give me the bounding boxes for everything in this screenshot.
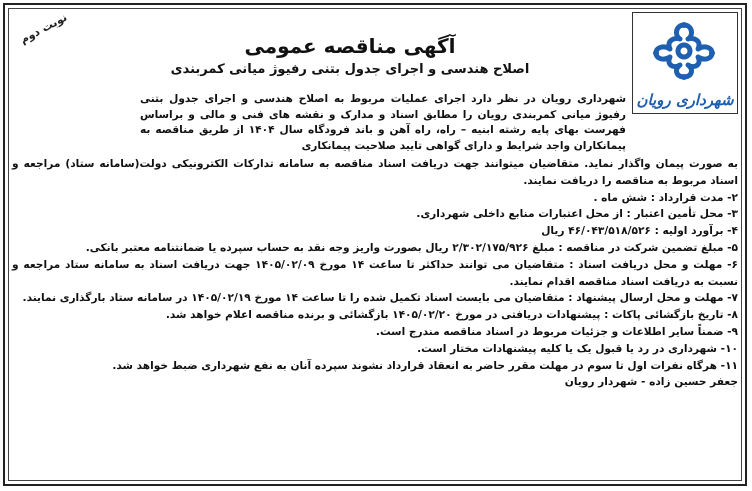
royan-emblem-icon (650, 19, 718, 81)
notice-item-5: ۵- مبلغ تضمین شرکت در مناقصه : مبلغ ۲/۳۰۲/۱۷۵/۹۲۶ ریال بصورت واریز وجه نقد به حساب سپرده یا ضمانتنامه معتبر بانکی. (85, 241, 738, 254)
notice-body (12, 156, 738, 391)
notice-item-10: ۱۰- شهرداری در رد یا قبول یک یا کلیه پیشنهادات مختار است. (417, 342, 738, 355)
notice-item-7: ۷- مهلت و محل ارسال پیشنهاد : متقاضیان می بایست اسناد تکمیل شده را تا ساعت ۱۴ مورخ ۱۴۰۵/۰۲/۱۹ در سامانه ستاد بارگذاری نمایند. (22, 292, 738, 305)
page-title: آگهی مناقصه عمومی (244, 34, 456, 58)
notice-round-badge: نوبت دوم (17, 10, 70, 47)
municipality-logo (632, 12, 738, 114)
notice-item-9: ۹- ضمناً سایر اطلاعات و جزئیات مربوط در اسناد مناقصه مندرج است. (375, 325, 738, 338)
logo-text: شهرداری رویان (636, 91, 734, 109)
page-subtitle: اصلاح هندسی و اجرای جدول بتنی رفیوژ میانی کمربندی (170, 62, 530, 77)
notice-item-8: ۸- تاریخ بازگشائی پاکات : پیشنهادات دریافتی در مورخ ۱۴۰۵/۰۲/۲۰ بازگشائی و برنده مناقصه اعلام خواهد شد. (165, 309, 738, 322)
notice-paragraph-1: به صورت پیمان واگذار نماید. متقاضیان میتوانند جهت دریافت اسناد مناقصه به سامانه تدارکات الکترونیکی دولت(سامانه ستاد) مراجعه و اسناد مربوط به مناقصه را دریافت نمایند. (12, 158, 738, 187)
notice-item-2: ۲- مدت قرارداد : شش ماه . (593, 191, 738, 204)
notice-item-4: ۴- برآورد اولیه : ۴۶/۰۴۳/۵۱۸/۵۲۶ ریال (541, 225, 738, 238)
intro-paragraph: شهرداری رویان در نظر دارد اجرای عملیات مربوط به اصلاح هندسی و اجرای جدول بتنی رفیوژ میانی کمربندی رویان را مطابق اسناد و مدارک و نقشه های فنی و مالی و براساس فهرست بهای پایه رشته ابنیه – راه، راه آهن و باند فرودگاه سال ۱۴۰۴ از طریق مناقصه به پیمانکاران واجد شرایط و دارای گواهی تایید صلاحیت پیمانکاری (140, 93, 626, 152)
notice-item-3: ۳- محل تأمین اعتبار : از محل اعتبارات منابع داخلی شهرداری. (416, 208, 738, 221)
signature: جعفر حسین زاده - شهردار رویان (564, 376, 738, 389)
notice-item-6: ۶- مهلت و محل دریافت اسناد : متقاضیان می توانند حداکثر تا ساعت ۱۴ مورخ ۱۴۰۵/۰۲/۰۹ جهت دریافت اسناد به سامانه ستاد مراجعه و نسبت به دریافت اسناد مناقصه اقدام نمایند. (12, 258, 739, 288)
notice-item-11: ۱۱- هرگاه نفرات اول تا سوم در مهلت مقرر حاضر به انعقاد قرارداد نشوند سپرده آنان به نفع شهرداری ضبط خواهد شد. (112, 359, 738, 372)
